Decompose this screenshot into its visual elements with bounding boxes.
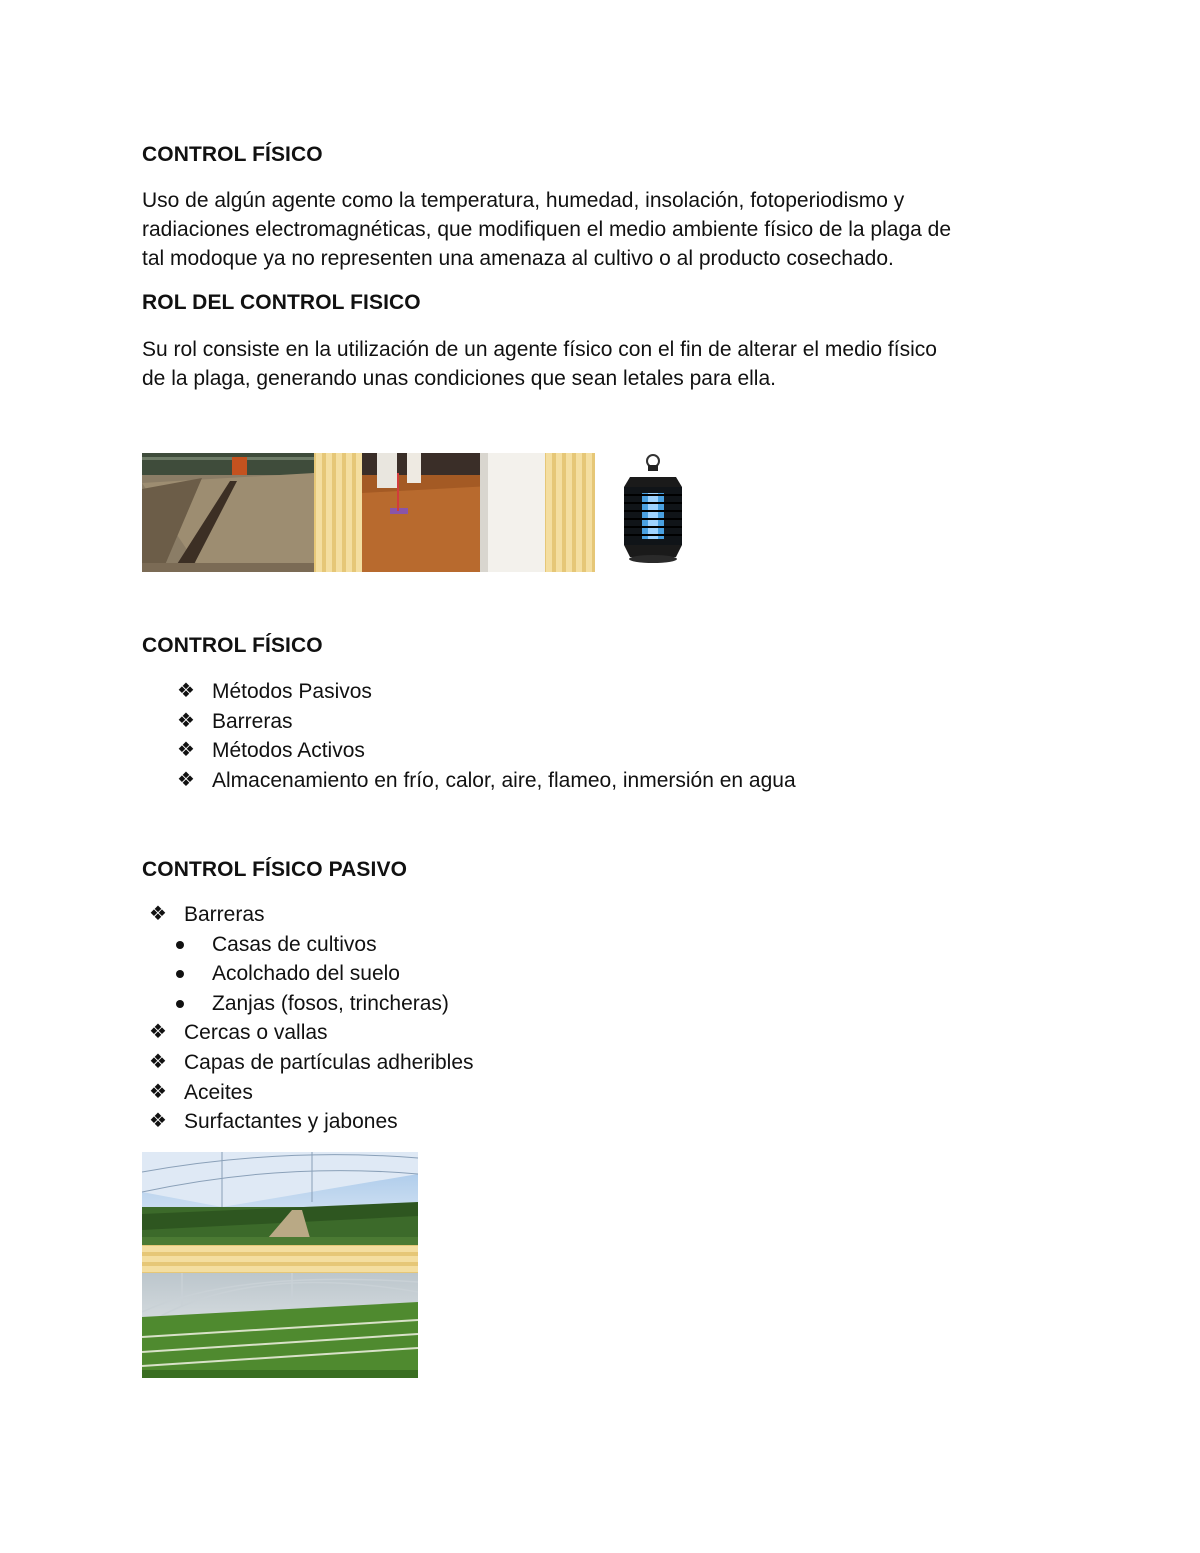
sub-list-item: Casas de cultivos	[184, 930, 474, 960]
insect-lamp-photo	[612, 453, 692, 569]
diamond-bullet-icon: ❖	[149, 1080, 167, 1103]
section-heading-control-fisico-pasivo: CONTROL FÍSICO PASIVO	[142, 858, 408, 881]
methods-list	[177, 677, 796, 795]
section-heading-rol: ROL DEL CONTROL FISICO	[142, 291, 421, 314]
sub-list-item: Acolchado del suelo	[184, 959, 474, 989]
definition-paragraph	[142, 186, 1056, 273]
diamond-bullet-icon: ❖	[177, 768, 195, 791]
diamond-bullet-icon: ❖	[149, 1021, 167, 1044]
list-item: ❖ Almacenamiento en frío, calor, aire, flameo, inmersión en agua	[212, 766, 796, 796]
list-item: ❖ Cercas o vallas	[184, 1018, 474, 1048]
diamond-bullet-icon: ❖	[177, 680, 195, 702]
passive-methods-list	[149, 900, 474, 1137]
greenhouse-photo-strip	[142, 1152, 418, 1378]
section-heading-control-fisico-2: CONTROL FÍSICO	[142, 634, 323, 657]
paragraph-line: tal modoque ya no representen una amenaza al cultivo o al producto cosechado.	[142, 247, 894, 270]
list-item: ❖ Métodos Activos	[212, 736, 796, 766]
diamond-bullet-icon: ❖	[149, 903, 167, 925]
paragraph-line: de la plaga, generando unas condiciones que sean letales para ella.	[142, 367, 776, 390]
section-heading-control-fisico: CONTROL FÍSICO	[142, 143, 323, 166]
trench-and-cleaning-photo-strip	[142, 453, 595, 572]
round-bullet-icon	[176, 970, 184, 978]
list-item: ❖ Surfactantes y jabones	[184, 1107, 474, 1137]
list-item: ❖ Barreras	[184, 900, 474, 930]
list-item: ❖ Métodos Pasivos	[212, 677, 796, 707]
paragraph-line: Uso de algún agente como la temperatura, humedad, insolación, fotoperiodismo y	[142, 189, 905, 212]
sub-list-item: Zanjas (fosos, trincheras)	[184, 989, 474, 1019]
paragraph-line: radiaciones electromagnéticas, que modifiquen el medio ambiente físico de la plaga de	[142, 218, 951, 241]
list-item: ❖ Aceites	[184, 1078, 474, 1108]
round-bullet-icon	[176, 1000, 184, 1008]
diamond-bullet-icon: ❖	[177, 739, 195, 762]
round-bullet-icon	[176, 941, 184, 949]
paragraph-line: Su rol consiste en la utilización de un agente físico con el fin de alterar el medio físico	[142, 338, 937, 361]
diamond-bullet-icon: ❖	[149, 1050, 167, 1073]
diamond-bullet-icon: ❖	[177, 709, 195, 732]
list-item: ❖ Barreras	[212, 707, 796, 737]
rol-paragraph	[142, 335, 1056, 393]
list-item: ❖ Capas de partículas adheribles	[184, 1048, 474, 1078]
diamond-bullet-icon: ❖	[149, 1110, 167, 1133]
